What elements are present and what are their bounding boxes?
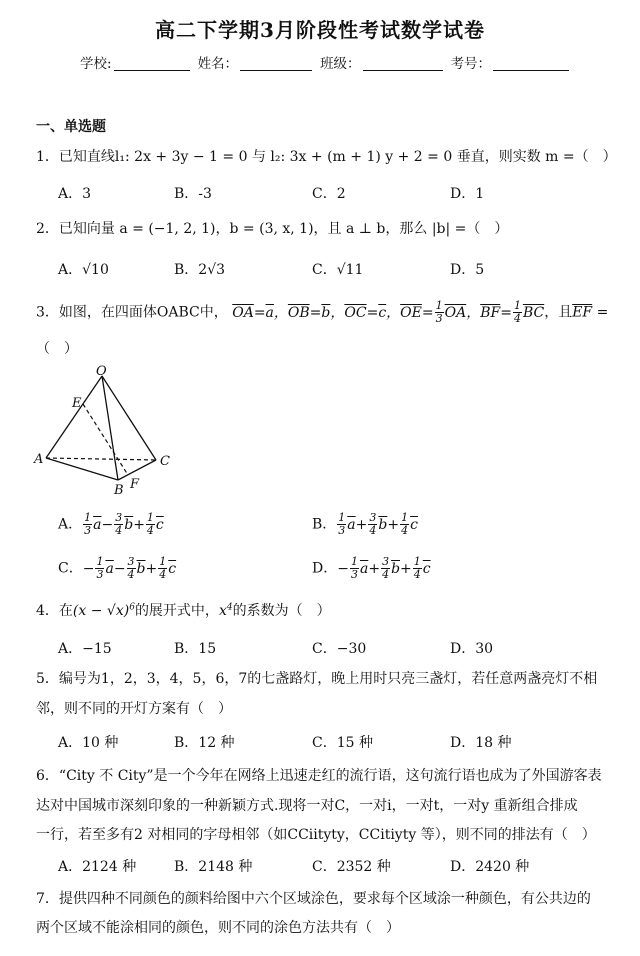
label-f: F: [130, 477, 140, 492]
q3-answer-blank: （ ）: [36, 341, 78, 357]
q4-option-c[interactable]: C．−30: [312, 641, 367, 657]
q4-power: $x^4$: [218, 602, 233, 619]
q5-option-b[interactable]: B．12 种: [174, 735, 235, 751]
q5-option-d[interactable]: D．18 种: [450, 735, 512, 751]
q1-option-b[interactable]: B．-3: [174, 186, 212, 202]
question-2-stem: 2．已知向量 a = (−1, 2, 1)，b = (3, x, 1)，且 a ⊥ b，那么 |b| =（ ）: [36, 221, 509, 237]
q3-option-d-label: D．: [312, 560, 338, 577]
q6-option-b[interactable]: B．2148 种: [174, 859, 253, 875]
number-blank[interactable]: [493, 56, 569, 71]
class-label: 班级：: [320, 56, 361, 72]
edge-ac-hidden: [46, 458, 156, 460]
edge-ab: [46, 458, 118, 480]
q3-option-b-label: B．: [312, 516, 337, 533]
q2-option-c[interactable]: C．√11: [312, 262, 364, 278]
school-blank[interactable]: [114, 56, 190, 71]
label-b: B: [114, 483, 124, 498]
edge-oa: [46, 376, 102, 458]
q3-option-c[interactable]: C．− $\frac{1}{3}$ $\overline{a}-$ $\frac{3}{4}$ $\overline{b}+$ $\frac{1}{4}$ $\overline{c}$: [58, 555, 177, 581]
q6-option-d[interactable]: D．2420 种: [450, 859, 530, 875]
q3-stem-and: ，且: [544, 304, 573, 321]
q3-option-d[interactable]: D．− $\frac{1}{3}$ $\overline{a}+$ $\frac{3}{4}$ $\overline{b}+$ $\frac{1}{4}$ $\overline{c}$: [312, 555, 431, 581]
question-5-line-1: 5．编号为1，2，3，4，5，6，7的七盏路灯，晚上用时只亮三盏灯，若任意两盏亮灯不相: [36, 671, 598, 687]
q3-target-vector: $\overline{EF}$: [572, 304, 593, 321]
q3-option-a[interactable]: A． $\frac{1}{3}$ $\overline{a}-$ $\frac{3}{4}$ $\overline{b}+$ $\frac{1}{4}$ $\overline{c}$: [58, 511, 164, 537]
tetrahedron-figure: [30, 364, 180, 500]
question-1-stem: 1．已知直线l₁: 2x + 3y − 1 = 0 与 l₂: 3x + (m + 1) y + 2 = 0 垂直，则实数 m =（ ）: [36, 149, 617, 165]
q5-option-c[interactable]: C．15 种: [312, 735, 373, 751]
q6-option-a[interactable]: A．2124 种: [58, 859, 137, 875]
q2-option-a[interactable]: A．√10: [58, 262, 109, 278]
q1-option-a[interactable]: A．3: [58, 186, 92, 202]
q3-option-a-label: A．: [58, 516, 83, 533]
section-heading: 一、单选题: [36, 119, 106, 135]
q3-vector-relations: $\overline{OA}=\overline{a}$，$\overline{OB}=\overline{b}$，$\overline{OC}=\overline{c}$，$\overline{OE}=$ $\frac{1}{3}$ $\overline{OA}$，$\overline{BF}=$ $\frac{1}{4}$ $\overline{BC}$: [232, 299, 545, 325]
label-a: A: [34, 452, 44, 467]
q3-stem-intro: 3．如图，在四面体OABC中，: [36, 304, 228, 321]
question-7-line-2: 两个区域不能涂相同的颜色，则不同的涂色方法共有（ ）: [36, 920, 400, 936]
q2-option-b[interactable]: B．2√3: [174, 262, 226, 278]
question-4-stem: [36, 600, 331, 620]
q1-option-c[interactable]: C．2: [312, 186, 346, 202]
q4-stem-end: 的系数为（ ）: [232, 603, 331, 619]
question-6-line-2: 达对中国城市深刻印象的一种新颖方式.现将一对C，一对i，一对t，一对y 重新组合排成: [36, 798, 578, 814]
q1-option-d[interactable]: D．1: [450, 186, 485, 202]
page-title: 高二下学期3月阶段性考试数学试卷: [155, 18, 485, 42]
label-o: O: [96, 364, 107, 379]
question-7-line-1: 7．提供四种不同颜色的颜料给图中六个区域涂色，要求每个区域涂一种颜色，有公共边的: [36, 891, 591, 907]
q3-option-b[interactable]: B． $\frac{1}{3}$ $\overline{a}+$ $\frac{3}{4}$ $\overline{b}+$ $\frac{1}{4}$ $\overline{c}$: [312, 511, 418, 537]
q4-option-a[interactable]: A．−15: [58, 641, 112, 657]
question-3-stem: 3．如图，在四面体OABC中， $\overline{OA}=\overline{a}$，$\overline{OB}=\overline{b}$，$\overline{OC}=\overline{c}$，$\overline{OE}=$ $\frac{1}{3}$ $\overline{OA}$，$\overline{BF}=$ $\frac{1}{4}$ $\overline{BC}$，且$\overline{EF}$ =: [36, 299, 609, 325]
edge-ob: [102, 376, 118, 480]
question-6-line-1: 6．“City 不 City”是一个今年在网络上迅速走红的流行语，这句流行语也成为了外国游客表: [36, 768, 602, 784]
name-label: 姓名：: [197, 56, 239, 72]
label-e: E: [72, 396, 82, 411]
q4-stem-middle: 的展开式中，: [134, 603, 219, 619]
q4-option-b[interactable]: B．15: [174, 641, 217, 657]
student-info-line: [80, 52, 577, 72]
q4-option-d[interactable]: D．30: [450, 641, 494, 657]
segment-ef: [83, 404, 128, 475]
q6-option-c[interactable]: C．2352 种: [312, 859, 391, 875]
q2-option-d[interactable]: D．5: [450, 262, 485, 278]
q4-binomial: $(x - √x)^6$: [72, 602, 135, 619]
school-label: 学校:: [80, 56, 112, 72]
label-c: C: [160, 454, 170, 469]
name-blank[interactable]: [240, 56, 312, 71]
number-label: 考号：: [450, 56, 492, 72]
q3-option-c-label: C．: [58, 560, 83, 577]
question-6-line-3: 一行，若至多有2 对相同的字母相邻（如CCiityty，CCitiyty 等），则不同的排法有（ ）: [36, 827, 596, 843]
class-blank[interactable]: [363, 56, 443, 71]
question-5-line-2: 邻，则不同的开灯方案有（ ）: [36, 701, 232, 717]
q4-stem-intro: 4．在: [36, 603, 73, 619]
q5-option-a[interactable]: A．10 种: [58, 735, 119, 751]
